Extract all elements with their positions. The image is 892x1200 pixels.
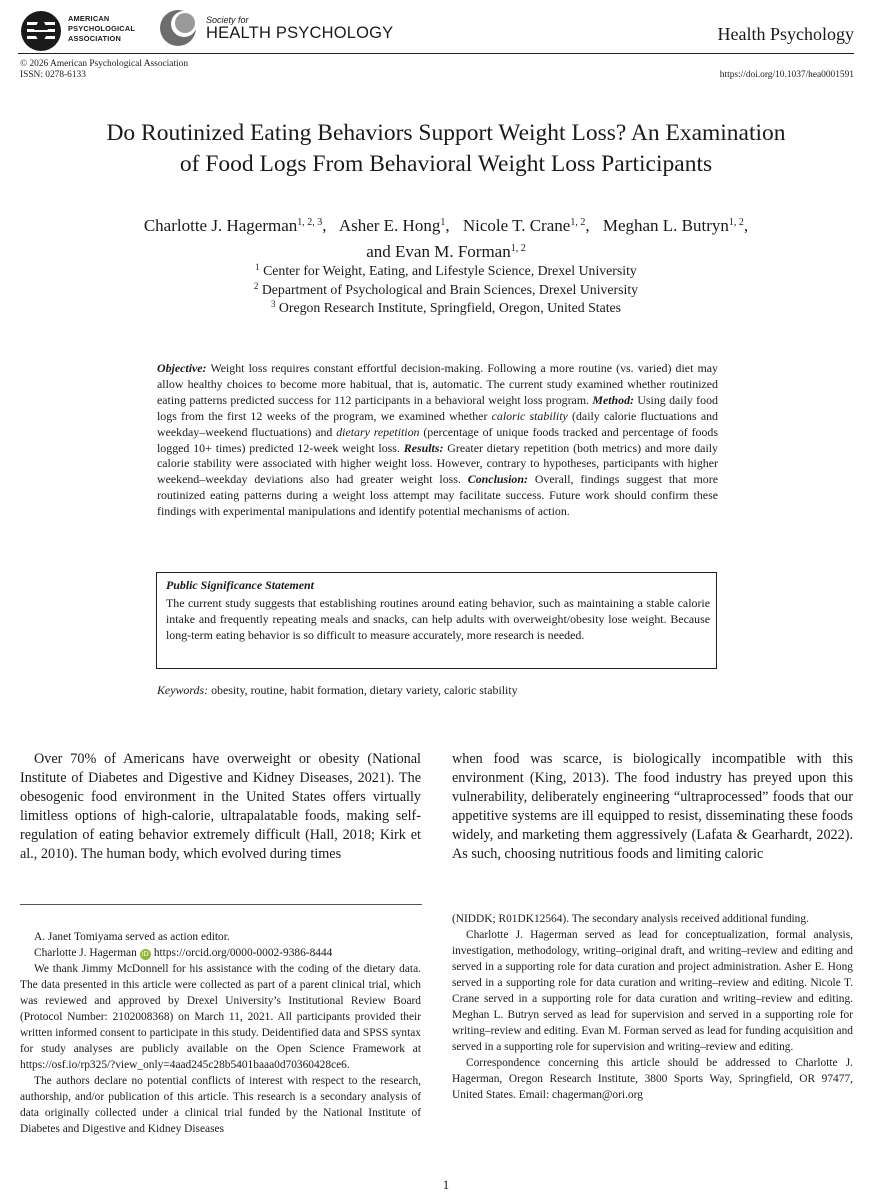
author: Nicole T. Crane (462, 216, 571, 235)
editor-note: A. Janet Tomiyama served as action editor. (34, 931, 230, 943)
abstract: Objective: Weight loss requires constant effortful decision-making. Following a more routine (vs. varied) diet may allow healthy choices to become more habitual, that is, automatic. The current study examined whether routinized eating patterns predicted success for 112 participants in a behavioral weight loss program. Method: Using daily food logs from the first 12 weeks of the program, we examined whether caloric stability (daily calorie fluctuations and weekday–weekend fluctuations) and dietary repetition (percentage of unique foods tracked and percentage of foods logged 10+ times) predicted 12-week weight loss. Results: Greater dietary repetition (both metrics) and more daily calorie stability were associated with higher weight loss. However, contrary to hypotheses, participants with higher weekend–weekday deviations also had greater weight loss. Conclusion: Overall, findings suggest that more routinized eating patterns during a weight loss attempt may facilitate success. Future work should confirm these findings with experimental manipulations and identify potential mechanisms of action. (157, 361, 719, 519)
acknowledgements: We thank Jimmy McDonnell for his assistance with the coding of the dietary data. The data presented in this article were collected as part of a parent clinical trial, which was reviewed and approved by Drexel University’s Institutional Review Board (Protocol Number: 2102008368) on March 11, 2021. All participants provided their written informed consent to participate in this study. Deidentified data and SPSS syntax for study analyses are publicly available on the Open Science Framework at https://osf.io/rp325/?view_only=4aad245c28b5401baaa0d70360428ce6. (20, 963, 421, 1071)
apa-logo (20, 10, 62, 52)
author: and Evan M. Forman (366, 242, 511, 261)
author-contributions: Charlotte J. Hagerman served as lead for conceptualization, formal analysis, investigation, methodology, writing–original draft, and writing–review and editing and served in a supporting role for data curation and project administration. Asher E. Hong served in a supporting role for data curation and writing–review and editing. Nicole T. Crane served in a supporting role for data curation and writing–review and editing. Meghan L. Butryn served as lead for supervision and served in a supporting role for writing–review and editing. Evan M. Forman served as lead for funding acquisition and served in a supporting role for supervision and writing–review and editing. (452, 929, 853, 1053)
article-title: Do Routinized Eating Behaviors Support Weight Loss? An Examination of Food Logs From Behavioral Weight Loss Participants (106, 120, 786, 177)
society-name: HEALTH PSYCHOLOGY (206, 24, 394, 42)
journal-name: Health Psychology (717, 24, 854, 44)
footnote-rule (20, 904, 422, 905)
significance-body: The current study suggests that establishing routines around eating behavior, such as maintaining a stable calorie intake and frequently repeating meals and snacks, can help adults with overweight/obesity lose weight. Because long-term eating behavior is so difficult to measure accurately, more research is needed. (166, 596, 710, 642)
affiliation-list (0, 262, 892, 318)
doi-link[interactable]: https://doi.org/10.1037/hea0001591 (719, 70, 854, 80)
copyright-block (20, 59, 188, 81)
author: Meghan L. Butryn (602, 216, 729, 235)
orcid-line: Charlotte J. Hagerman iD https://orcid.org/0000-0002-9386-8444 (34, 947, 333, 959)
page-number: 1 (442, 1177, 450, 1192)
footnotes-right (452, 911, 853, 1103)
affiliation: $^3$ Oregon Research Institute, Springfield, Oregon, United States (270, 299, 622, 315)
body-column-left: Over 70% of Americans have overweight or obesity (National Institute of Diabetes and Digestive and Kidney Diseases, 2021). The obesogenic food environment in the United States offers virtually limitless options of high-calorie, ultrapalatable foods, making self-regulation of eating behavior extremely difficult (Hall, 2018; Kirk et al., 2010). The human body, which evolved during times (20, 751, 421, 863)
keywords: Keywords: obesity, routine, habit formation, dietary variety, caloric stability (157, 683, 518, 697)
affiliation: $^2$ Department of Psychological and Brain Sciences, Drexel University (253, 280, 639, 297)
issn: ISSN: 0278-6133 (20, 70, 86, 80)
footnotes-left (20, 929, 421, 1137)
funding-continued: (NIDDK; R01DK12564). The secondary analysis received additional funding. (452, 913, 809, 925)
correspondence: Correspondence concerning this article should be addressed to Charlotte J. Hagerman, Oregon Research Institute, 3800 Sports Way, Springfield, OR 97477, United States. Email: chagerman@ori.org (452, 1057, 853, 1101)
apa-wordmark: AMERICAN PSYCHOLOGICAL ASSOCIATION (68, 14, 136, 43)
conflicts-statement: The authors declare no potential conflicts of interest with respect to the research, authorship, and/or publication of this article. This research is a secondary analysis of data originally collected under a clinical trial funded by the National Institute of Diabetes and Digestive and Kidney Diseases (20, 1075, 421, 1135)
society-small-label: Society for (206, 15, 249, 25)
body-column-right: when food was scarce, is biologically incompatible with this environment (King, 2013). The food industry has preyed upon this vulnerability, deliberately engineering “ultraprocessed” foods that our appetitive systems are ill equipped to resist, disseminating these foods widely, and marketing them aggressively (Lafata & Gearhardt, 2022). As such, choosing nutritious foods and limiting caloric (452, 751, 853, 863)
affiliation: $^1$ Center for Weight, Eating, and Lifestyle Science, Drexel University (255, 262, 637, 278)
author: Asher E. Hong (338, 216, 441, 235)
society-logo (158, 8, 198, 48)
copyright: © 2026 American Psychological Association (20, 59, 189, 69)
significance-title: Public Significance Statement (166, 578, 314, 592)
orcid-link[interactable]: https://orcid.org/0000-0002-9386-8444 (153, 947, 333, 959)
author: Charlotte J. Hagerman (143, 216, 298, 235)
orcid-icon: iD (140, 949, 151, 960)
author-list: Charlotte J. Hagerman$^{1, 2, 3}$, Asher E. Hong$^1$, Nicole T. Crane$^{1, 2}$, Meghan L. Butryn$^{1, 2}$, and Evan M. Forman$^{1, 2}$ (143, 216, 749, 261)
header-rule (18, 53, 854, 54)
